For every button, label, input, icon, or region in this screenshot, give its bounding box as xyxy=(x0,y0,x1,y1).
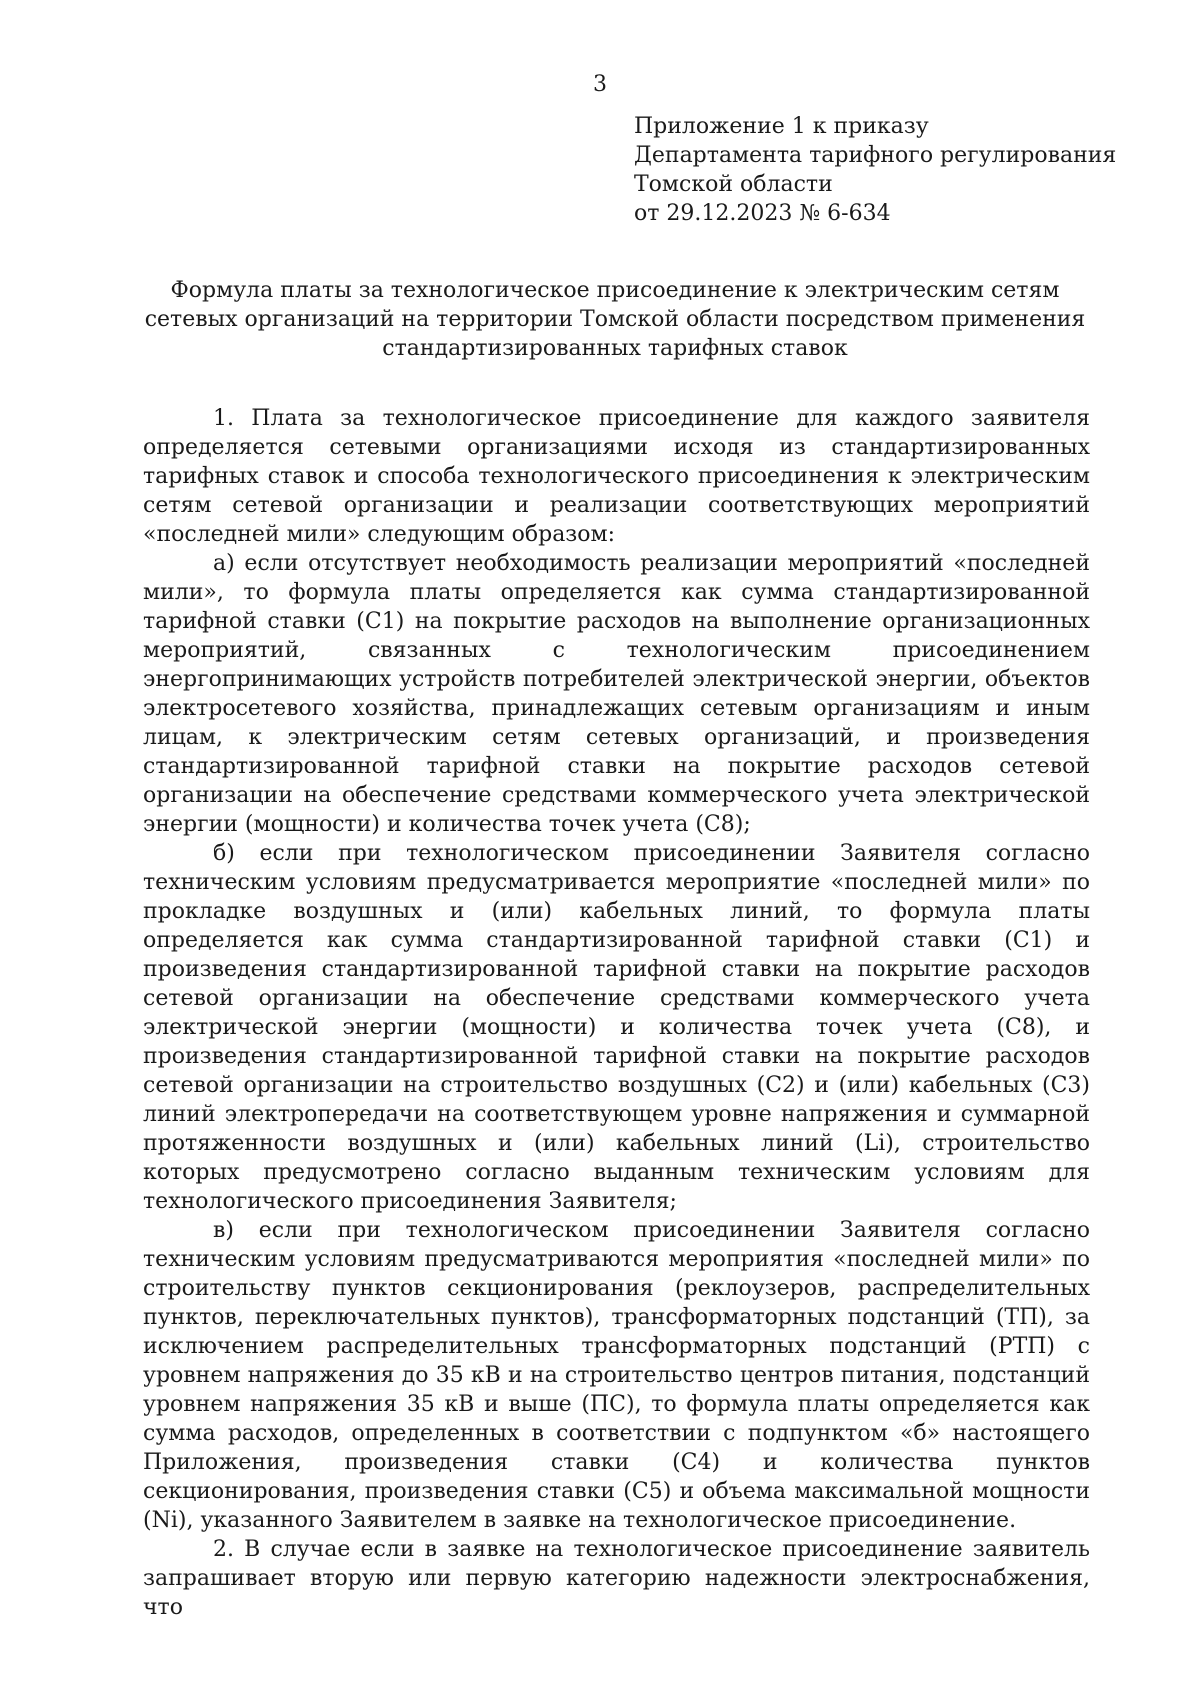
paragraph-1: 1. Плата за технологическое присоединение для каждого заявителя определяется сетевыми организациями исходя из стандартизированных тарифных ставок и способа технологического присоединения к электрическим сетям сетевой организации и реализации соответствующих мероприятий «последней мили» следующим образом: xyxy=(143,406,1090,547)
paragraph-b: б) если при технологическом присоединении Заявителя согласно техническим условиям предусматривается мероприятие «последней мили» по прокладке воздушных и (или) кабельных линий, то формула платы определяется как сумма стандартизированной тарифной ставки (С1) и произведения стандартизированной тарифной ставки на покрытие расходов сетевой организации на обеспечение средствами коммерческого учета электрической энергии (мощности) и количества точек учета (С8), и произведения стандартизированной тарифной ставки на покрытие расходов сетевой организации на строительство воздушных (С2) и (или) кабельных (С3) линий электропередачи на соответствующем уровне напряжения и суммарной протяженности воздушных и (или) кабельных линий (Li), строительство которых предусмотрено согласно выданным техническим условиям для технологического присоединения Заявителя; xyxy=(143,841,1090,1214)
paragraph-c: в) если при технологическом присоединении Заявителя согласно техническим условиям предусматриваются мероприятия «последней мили» по строительству пунктов секционирования (реклоузеров, распределительных пунктов, переключательных пунктов), трансформаторных подстанций (ТП), за исключением распределительных трансформаторных подстанций (РТП) с уровнем напряжения до 35 кВ и на строительство центров питания, подстанций уровнем напряжения 35 кВ и выше (ПС), то формула платы определяется как сумма расходов, определенных в соответствии с подпунктом «б» настоящего Приложения, произведения ставки (С4) и количества пунктов секционирования, произведения ставки (С5) и объема максимальной мощности (Ni), указанного Заявителем в заявке на технологическое присоединение. xyxy=(143,1218,1090,1533)
appendix-line: Департамента тарифного регулирования xyxy=(634,143,1117,168)
page-number: 3 xyxy=(593,72,607,97)
appendix-line: от 29.12.2023 № 6-634 xyxy=(634,201,891,226)
appendix-line: Томской области xyxy=(634,172,833,197)
paragraph-a: а) если отсутствует необходимость реализации мероприятий «последней мили», то формула платы определяется как сумма стандартизированной тарифной ставки (С1) на покрытие расходов на выполнение организационных мероприятий, связанных с технологическим присоединением энергопринимающих устройств потребителей электрической энергии, объектов электросетевого хозяйства, принадлежащих сетевым организациям и иным лицам, к электрическим сетям сетевых организаций, и произведения стандартизированной тарифной ставки на покрытие расходов сетевой организации на обеспечение средствами коммерческого учета электрической энергии (мощности) и количества точек учета (С8); xyxy=(143,551,1090,837)
document-body xyxy=(143,404,1090,1622)
appendix-header xyxy=(634,112,1154,228)
document-title: Формула платы за технологическое присоединение к электрическим сетям сетевых организаций на территории Томской области посредством применения стандартизированных тарифных ставок xyxy=(144,278,1086,361)
paragraph-2: 2. В случае если в заявке на технологическое присоединение заявитель запрашивает вторую или первую категорию надежности электроснабжения, что xyxy=(143,1537,1090,1620)
appendix-line: Приложение 1 к приказу xyxy=(634,114,929,139)
